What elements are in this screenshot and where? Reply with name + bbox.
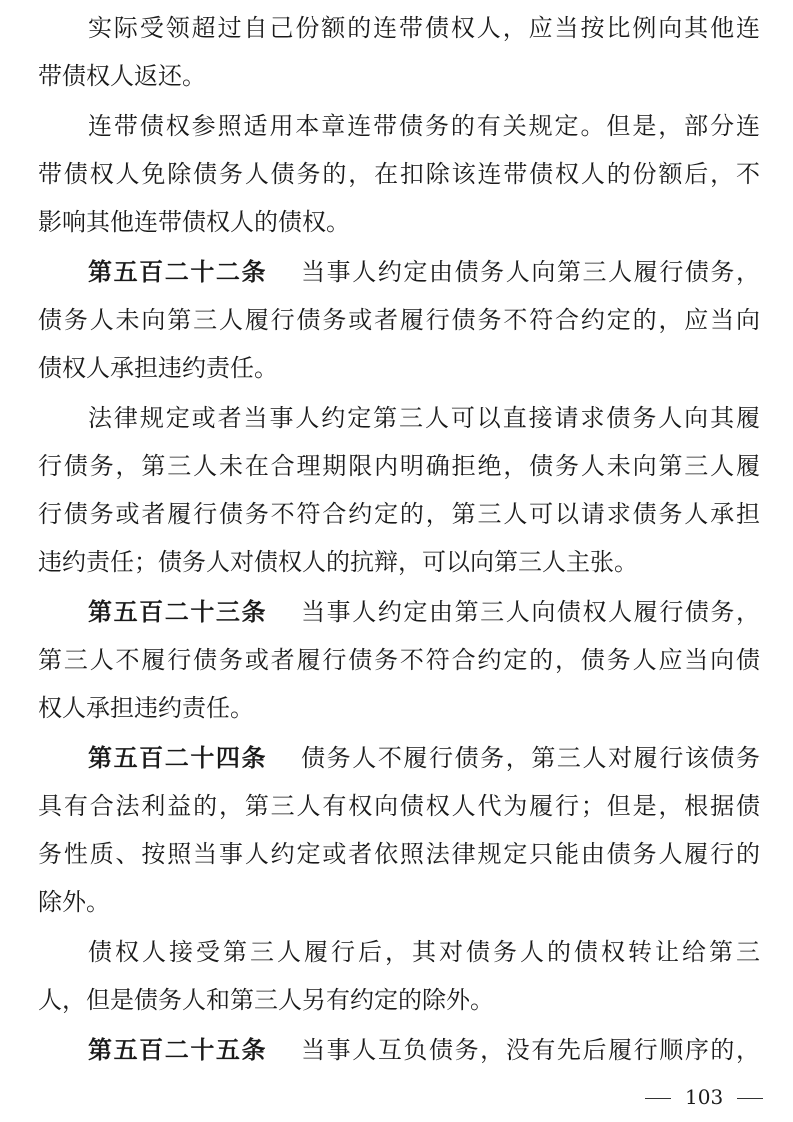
text-line: 债权人承担违约责任。 [38,354,278,382]
text-line: 带债权人免除债务人债务的，在扣除该连带债权人的份额后，不 [38,160,760,188]
page-number: 103 [685,1085,724,1109]
article-first-line [88,592,760,632]
article-text: 当事人约定由第三人向债权人履行债务， [301,598,760,626]
text-line: 债务人未向第三人履行债务或者履行债务不符合约定的，应当向 [38,306,760,334]
text-line: 带债权人返还。 [38,62,206,90]
article-first-line [88,252,760,292]
article-number: 第五百二十五条 [88,1036,268,1064]
article-first-line [88,738,760,778]
article-number: 第五百二十四条 [88,744,268,772]
text-line: 人，但是债务人和第三人另有约定的除外。 [38,986,494,1014]
footer-dash-left [645,1098,671,1099]
text-line: 连带债权参照适用本章连带债务的有关规定。但是，部分连 [88,112,760,140]
text-line: 实际受领超过自己份额的连带债权人，应当按比例向其他连 [88,14,760,42]
text-line: 权人承担违约责任。 [38,694,254,722]
article-text: 债务人不履行债务，第三人对履行该债务 [301,744,760,772]
text-line: 行债务，第三人未在合理期限内明确拒绝，债务人未向第三人履 [38,452,760,480]
page-footer [645,1083,763,1111]
text-line: 行债务或者履行债务不符合约定的，第三人可以请求债务人承担 [38,500,760,528]
article-first-line [88,1030,760,1070]
text-line: 务性质、按照当事人约定或者依照法律规定只能由债务人履行的 [38,840,760,868]
footer-dash-right [737,1098,763,1099]
text-line: 具有合法利益的，第三人有权向债权人代为履行；但是，根据债 [38,792,760,820]
text-line: 法律规定或者当事人约定第三人可以直接请求债务人向其履 [88,404,760,432]
text-line: 除外。 [38,888,110,916]
text-line: 债权人接受第三人履行后，其对债务人的债权转让给第三 [88,938,760,966]
text-line: 第三人不履行债务或者履行债务不符合约定的，债务人应当向债 [38,646,760,674]
article-text: 当事人约定由债务人向第三人履行债务， [301,258,760,286]
article-number: 第五百二十二条 [88,258,268,286]
article-number: 第五百二十三条 [88,598,268,626]
article-text: 当事人互负债务，没有先后履行顺序的， [301,1036,760,1064]
text-line: 违约责任；债务人对债权人的抗辩，可以向第三人主张。 [38,548,638,576]
text-line: 影响其他连带债权人的债权。 [38,208,350,236]
